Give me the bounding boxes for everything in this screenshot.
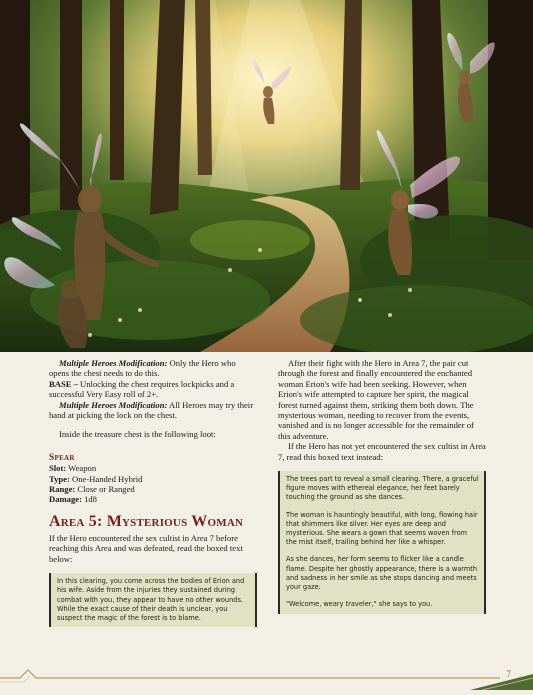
- right-paragraph-1: After their fight with the Hero in Area 7, the pair cut through the forest and finally encountered the enchanted woman Erion's wife had been seeking. However, when Erion's wife attempted to capture her spirit, the magical forest turned against them, striking them both down. The mysterious woman, needing to recover from the events, vanished and is no longer accessible for the remainder of this adventure.: [278, 358, 474, 441]
- footer-ornament-svg: [0, 664, 533, 690]
- item-slot: Slot: Weapon: [49, 463, 97, 474]
- multiple-heroes-note-2: Multiple Heroes Modification: All Heroes may try their hand at picking the lock on the chest.: [49, 399, 254, 421]
- area-intro: If the Hero encountered the sex cultist in Area 7 before reaching this Area and was defeated, read the boxed text below:: [49, 532, 243, 564]
- multiple-heroes-note-1: Multiple Heroes Modification: Only the Hero who opens the chest needs to do this.: [49, 358, 236, 379]
- loot-item-spear: [49, 453, 257, 505]
- left-column: [49, 358, 257, 627]
- item-range: Range: Close or Ranged: [49, 484, 135, 495]
- page-footer-ornament: [0, 664, 533, 690]
- right-column: [278, 358, 486, 614]
- page-number: 7: [506, 669, 511, 679]
- item-damage: Damage: 1d8: [49, 494, 97, 505]
- base-rule: BASE – Unlocking the chest requires lockpicks and a successful Very Easy roll of 2+.: [49, 378, 235, 400]
- boxed-text-left: In this clearing, you come across the bodies of Erion and his wife. Aside from the injuries they sustained during combat with you, they appear to have no other wounds. While the exact cause of their death is unclear, you suspect the magic of the forest is to blame.: [49, 573, 257, 627]
- loot-intro: Inside the treasure chest is the following loot:: [59, 429, 216, 440]
- area-heading: Area 5: Mysterious Woman: [49, 512, 244, 530]
- item-name: Spear: [49, 452, 75, 463]
- boxed-text-right: The trees part to reveal a small clearing. There, a graceful figure moves with ethereal elegance, her feet barely touching the ground as she dances. The woman is hauntingly beautiful, with long, flowing hair that shimmers like silver. Her eyes are deep and mysterious. She wears a gown that seems woven from the mist itself, trailing behind her like a whisper. As she dances, her form seems to flicker like a candle flame. Despite her ghostly appearance, there is a warmth and sadness in her smile as she stops dancing and meets your gaze. "Welcome, weary traveler," she says to you.: [278, 471, 486, 613]
- item-type: Type: One-Handed Hybrid: [49, 473, 143, 484]
- right-paragraph-2: If the Hero has not yet encountered the sex cultist in Area 7, read this boxed text instead:: [278, 441, 486, 462]
